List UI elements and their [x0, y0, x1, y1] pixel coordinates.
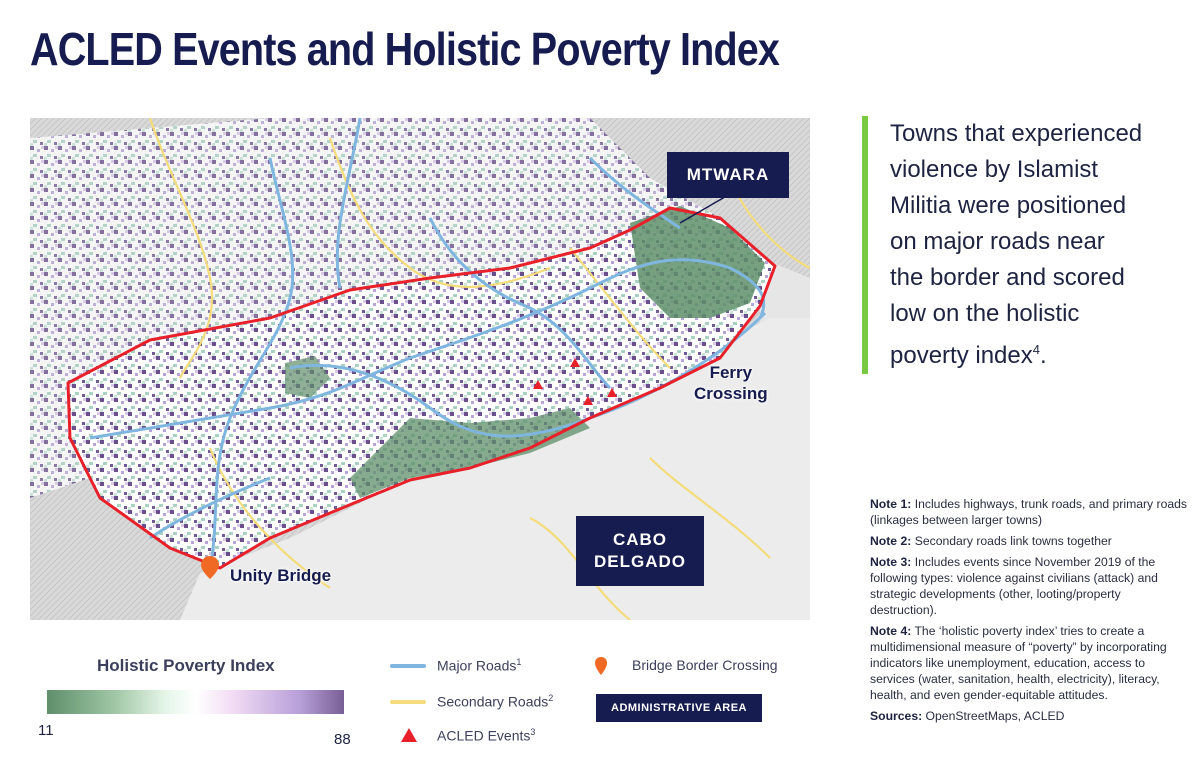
acled-events-label: ACLED Events	[437, 727, 531, 744]
callout-line: Towns that experienced	[890, 120, 1143, 147]
note-item	[870, 533, 1190, 549]
callout-line: Militia were positioned	[890, 192, 1127, 219]
major-road-swatch	[390, 664, 426, 668]
ferry-label-line2: Crossing	[694, 384, 768, 403]
secondary-road-swatch	[390, 700, 426, 704]
secondary-roads-sup: 2	[548, 693, 554, 703]
note-text: Secondary roads link towns together	[911, 534, 1112, 548]
note-item	[870, 708, 1190, 724]
callout-line: on major roads near	[890, 228, 1105, 255]
callout-line: the border and scored	[890, 264, 1125, 291]
map-panel[interactable]	[30, 118, 810, 620]
secondary-roads-legend	[437, 693, 553, 710]
admin-area-legend: ADMINISTRATIVE AREA	[596, 694, 762, 722]
note-item	[870, 554, 1190, 618]
note-text: OpenStreetMaps, ACLED	[922, 709, 1065, 723]
callout-quote	[862, 116, 1200, 374]
poverty-legend-title: Holistic Poverty Index	[97, 656, 275, 675]
secondary-roads-label: Secondary Roads	[437, 693, 549, 710]
note-label: Note 1:	[870, 497, 912, 511]
note-label: Note 3:	[870, 555, 912, 569]
poverty-max-label: 88	[334, 731, 351, 748]
major-roads-label: Major Roads	[437, 657, 517, 674]
acled-events-legend	[437, 727, 535, 744]
ferry-label-line1: Ferry	[709, 363, 753, 382]
acled-event-legend-icon	[400, 727, 418, 743]
bridge-crossing-legend-icon	[594, 656, 608, 676]
callout-sup: 4	[1032, 342, 1040, 357]
major-roads-legend	[437, 657, 521, 674]
poverty-gradient-bar	[47, 690, 344, 714]
note-text: Includes highways, trunk roads, and primary roads (linkages between larger towns)	[870, 497, 1188, 527]
note-label: Sources:	[870, 709, 923, 723]
poverty-min-label: 11	[38, 722, 54, 739]
unity-bridge-label: Unity Bridge	[230, 566, 332, 585]
note-text: The ‘holistic poverty index’ tries to create a multidimensional measure of “poverty” by incorporating indicators like unemployment, education, access to services (water, sanitation, health, electricity), literacy, health, and even gender-equitable attitudes.	[870, 624, 1167, 702]
callout-line: poverty index	[890, 342, 1033, 369]
major-roads-sup: 1	[516, 657, 522, 667]
cabo-delgado-label: CABO	[612, 530, 668, 549]
gradient-high	[196, 690, 345, 714]
cabo-delgado-label-box	[576, 516, 704, 586]
note-item	[870, 496, 1190, 528]
callout-end: .	[1039, 342, 1047, 369]
bridge-crossing-legend: Bridge Border Crossing	[632, 657, 778, 673]
cabo-delgado-label-2: DELGADO	[594, 552, 686, 571]
note-label: Note 2:	[870, 534, 912, 548]
note-text: Includes events since November 2019 of the following types: violence against civilians (attack) and strategic developments (other, looting/property destruction).	[870, 555, 1158, 617]
page-title: ACLED Events and Holistic Poverty Index	[30, 23, 780, 75]
notes-panel	[870, 496, 1190, 729]
note-label: Note 4:	[870, 624, 912, 638]
note-item	[870, 623, 1190, 703]
acled-events-sup: 3	[530, 727, 536, 737]
callout-line: low on the holistic	[890, 300, 1080, 327]
mtwara-label-box	[667, 152, 789, 198]
mtwara-label: MTWARA	[686, 165, 770, 184]
ferry-crossing-label	[694, 362, 768, 404]
callout-line: violence by Islamist	[890, 156, 1099, 183]
gradient-low	[47, 690, 196, 714]
